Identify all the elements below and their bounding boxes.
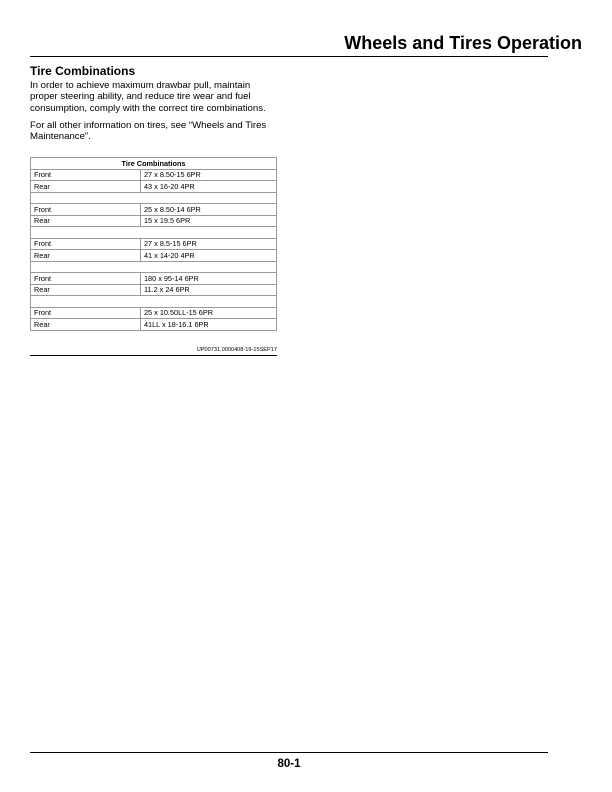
spacer-cell xyxy=(31,261,277,273)
position-cell: Front xyxy=(31,307,141,319)
table-row xyxy=(31,284,277,296)
spacer-cell xyxy=(31,192,277,204)
position-cell: Front xyxy=(31,204,141,216)
position-cell: Front xyxy=(31,238,141,250)
spacer-cell xyxy=(31,227,277,239)
tire-size-cell: 41LL x 18-16.1 6PR xyxy=(141,319,277,331)
tire-size-cell: 11.2 x 24 6PR xyxy=(141,284,277,296)
page-title: Wheels and Tires Operation xyxy=(344,33,582,53)
position-cell: Rear xyxy=(31,284,141,296)
tire-size-cell: 180 x 95-14 6PR xyxy=(141,273,277,285)
table-row xyxy=(31,181,277,193)
position-cell: Front xyxy=(31,273,141,285)
table-row xyxy=(31,273,277,285)
tire-size-cell: 41 x 14-20 4PR xyxy=(141,250,277,262)
table-caption: Tire Combinations xyxy=(31,158,277,170)
title-divider xyxy=(30,56,548,57)
table-row xyxy=(31,307,277,319)
table-row xyxy=(31,204,277,216)
tire-size-cell: 15 x 19.5 6PR xyxy=(141,215,277,227)
table-row xyxy=(31,250,277,262)
table-spacer-row xyxy=(31,261,277,273)
tire-combinations-table xyxy=(30,157,277,331)
position-cell: Rear xyxy=(31,250,141,262)
tire-size-cell: 27 x 8.50-15 6PR xyxy=(141,169,277,181)
table-spacer-row xyxy=(31,192,277,204)
tire-size-cell: 27 x 8.5-15 6PR xyxy=(141,238,277,250)
table-header-row xyxy=(31,158,277,170)
reference-code: UP00731,0000408-19-15SEP17 xyxy=(196,347,277,353)
table-row xyxy=(31,215,277,227)
reference-divider xyxy=(30,355,277,356)
table-row xyxy=(31,319,277,331)
intro-paragraph: In order to achieve maximum drawbar pull, maintain proper steering ability, and reduce tire wear and fuel consumption, comply with the correct tire combinations. xyxy=(30,80,266,114)
position-cell: Rear xyxy=(31,319,141,331)
position-cell: Rear xyxy=(31,181,141,193)
table-spacer-row xyxy=(31,296,277,308)
reference-paragraph: For all other information on tires, see “Wheels and Tires Maintenance”. xyxy=(30,120,267,143)
page-number: 80-1 xyxy=(277,758,301,770)
tire-size-cell: 25 x 8.50-14 6PR xyxy=(141,204,277,216)
spacer-cell xyxy=(31,296,277,308)
tire-size-cell: 25 x 10.50LL-15 6PR xyxy=(141,307,277,319)
footer-divider xyxy=(30,752,548,753)
tire-size-cell: 43 x 16-20 4PR xyxy=(141,181,277,193)
section-heading: Tire Combinations xyxy=(30,64,136,78)
table-row xyxy=(31,238,277,250)
position-cell: Rear xyxy=(31,215,141,227)
table-spacer-row xyxy=(31,227,277,239)
table-row xyxy=(31,169,277,181)
position-cell: Front xyxy=(31,169,141,181)
